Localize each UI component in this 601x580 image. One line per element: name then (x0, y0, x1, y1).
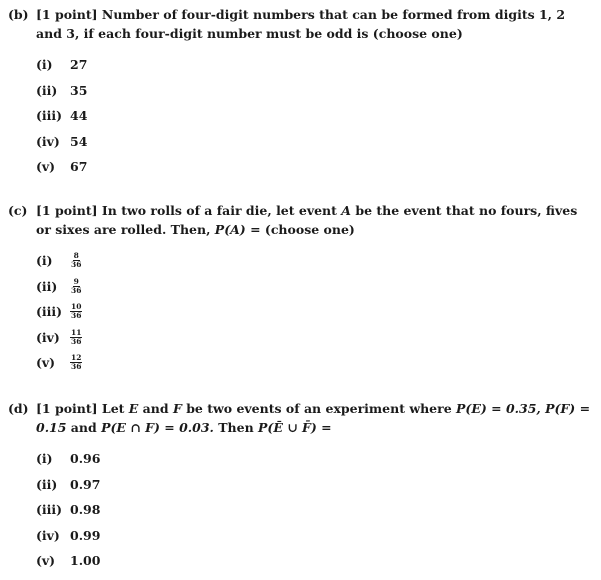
option-d-4 (36, 523, 594, 549)
fraction (70, 354, 82, 371)
denominator: 36 (71, 362, 82, 372)
option-c-2 (36, 274, 594, 300)
question-d-stem (8, 399, 594, 437)
option-b-3 (36, 103, 594, 129)
question-c (8, 201, 594, 376)
fraction (70, 303, 82, 320)
option-value: 0.96 (70, 451, 101, 467)
question-b-text: [1 point] Number of four-digit numbers that can be formed from digits 1, 2 and 3, if each four-digit number must be odd is (choose one) (36, 7, 566, 41)
option-label: (v) (36, 553, 56, 569)
option-c-3 (36, 299, 594, 325)
option-label: (iii) (36, 108, 63, 124)
question-c-text (36, 201, 594, 239)
option-value: 1.00 (70, 553, 101, 569)
question-b-stem (8, 5, 594, 43)
numerator: 8 (73, 251, 79, 261)
option-value: 0.99 (70, 527, 101, 543)
probability-e: P(E) = 0.35, (456, 401, 541, 416)
question-c-tag: (c) (8, 203, 28, 218)
option-d-3 (36, 497, 594, 523)
denominator: 36 (71, 285, 82, 295)
question-d (8, 399, 594, 574)
event-e: E (128, 401, 139, 416)
numerator: 9 (73, 276, 79, 286)
option-d-5 (36, 548, 594, 574)
option-label: (ii) (36, 82, 58, 98)
text-run: be the event that no fours, fives or sixes are rolled. Then, (36, 203, 578, 237)
text-run: and (66, 420, 102, 435)
option-label: (iii) (36, 304, 63, 320)
option-label: (iv) (36, 527, 60, 543)
fraction (70, 329, 82, 346)
probability-ask: P(Ē ∪ F̄) = (258, 420, 332, 435)
text-run: [1 point] Let (36, 401, 129, 416)
question-c-stem (8, 201, 594, 239)
option-label: (iv) (36, 133, 60, 149)
option-label: (v) (36, 159, 56, 175)
option-label: (ii) (36, 278, 58, 294)
question-d-options (36, 446, 594, 574)
event-a: A (341, 203, 351, 218)
option-label: (i) (36, 57, 53, 73)
event-f: F (172, 401, 182, 416)
denominator: 36 (71, 336, 82, 346)
option-b-5 (36, 154, 594, 180)
question-c-options (36, 248, 594, 376)
option-value: 35 (70, 82, 88, 98)
option-label: (i) (36, 253, 53, 269)
option-value: 54 (70, 133, 88, 149)
probability-f: P(F) = 0.15 (36, 401, 591, 435)
denominator: 36 (71, 260, 82, 270)
text-run: [1 point] In two rolls of a fair die, let event (36, 203, 342, 218)
option-label: (iii) (36, 502, 63, 518)
option-value: 67 (70, 159, 88, 175)
option-value: 27 (70, 57, 88, 73)
probability-a: P(A) (214, 222, 246, 237)
text-run: be two events of an experiment where (181, 401, 457, 416)
numerator: 10 (71, 302, 82, 312)
option-label: (ii) (36, 476, 58, 492)
option-d-2 (36, 472, 594, 498)
question-b-tag: (b) (8, 7, 29, 22)
question-b-options (36, 52, 594, 180)
option-b-4 (36, 129, 594, 155)
question-b (8, 5, 594, 180)
probability-e-and-f: P(E ∩ F) = 0.03. (101, 420, 214, 435)
numerator: 11 (71, 327, 82, 337)
fraction (70, 252, 82, 269)
denominator: 36 (71, 311, 82, 321)
option-d-1 (36, 446, 594, 472)
option-c-1 (36, 248, 594, 274)
text-run: = (choose one) (245, 222, 355, 237)
option-label: (v) (36, 355, 56, 371)
option-value: 44 (70, 108, 88, 124)
question-d-text (36, 399, 594, 437)
option-c-4 (36, 325, 594, 351)
fraction (70, 278, 82, 295)
option-c-5 (36, 350, 594, 376)
option-label: (i) (36, 451, 53, 467)
question-d-tag: (d) (8, 401, 29, 416)
text-run: and (138, 401, 173, 416)
text-run: Then (213, 420, 259, 435)
numerator: 12 (71, 353, 82, 363)
option-value: 0.98 (70, 502, 101, 518)
option-b-1 (36, 52, 594, 78)
option-b-2 (36, 78, 594, 104)
option-label: (iv) (36, 329, 60, 345)
option-value: 0.97 (70, 476, 101, 492)
